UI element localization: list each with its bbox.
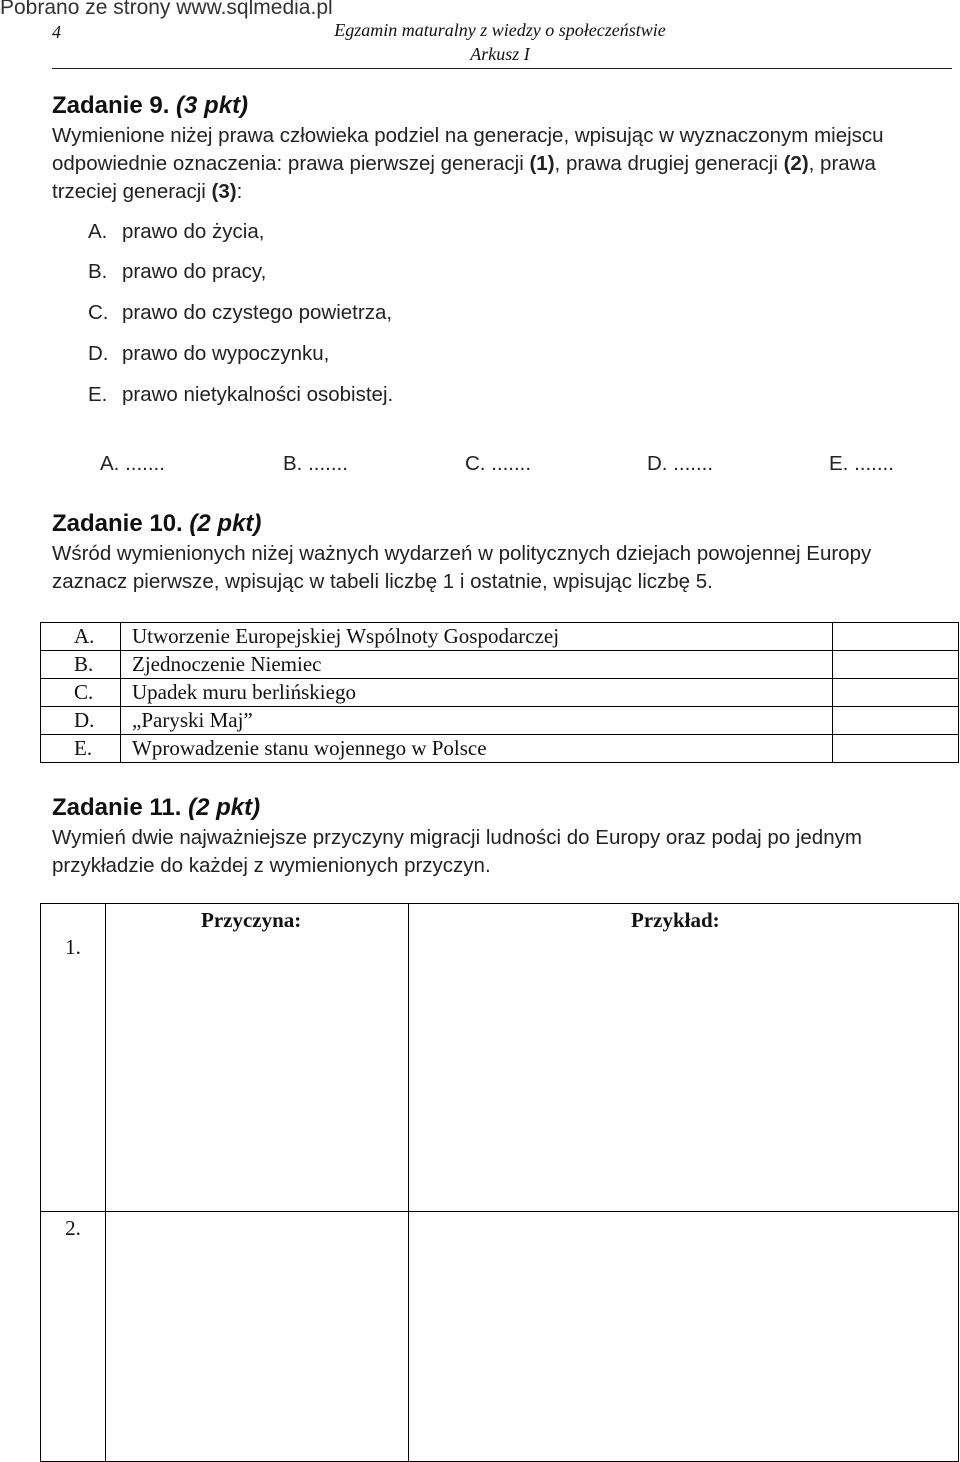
task9-item-b: B. prawo do pracy, xyxy=(88,260,267,283)
task10-row-letter: C. xyxy=(41,679,121,707)
task11-row-number: 2. xyxy=(41,1212,106,1462)
table-row xyxy=(41,679,959,707)
task9-item-d: D. prawo do wypoczynku, xyxy=(88,342,330,365)
task10-instruction-line1: Wśród wymienionych niżej ważnych wydarzeń w politycznych dziejach powojennej Europy xyxy=(52,542,872,565)
task9-item-e: E. prawo nietykalności osobistej. xyxy=(88,383,394,406)
task10-row-letter: D. xyxy=(41,707,121,735)
task10-instruction-line2: zaznacz pierwsze, wpisując w tabeli liczbę 1 i ostatnie, wpisując liczbę 5. xyxy=(52,570,713,593)
table-row xyxy=(41,707,959,735)
task10-row-event: Upadek muru berlińskiego xyxy=(121,679,833,707)
task9-item-c: C. prawo do czystego powietrza, xyxy=(88,301,393,324)
task10-row-letter: E. xyxy=(41,735,121,763)
task11-cause-cell[interactable] xyxy=(106,1212,409,1462)
task9-instruction-line1: Wymienione niżej prawa człowieka podziel na generacje, wpisując w wyznaczonym miejscu xyxy=(52,124,884,147)
header-title: Egzamin maturalny z wiedzy o społeczeństwie xyxy=(334,20,666,40)
task9-heading: Zadanie 9. (3 pkt) xyxy=(52,92,249,119)
page-number: 4 xyxy=(52,22,61,42)
task9-answer-c[interactable]: C. ....... xyxy=(465,452,532,475)
task11-heading: Zadanie 11. (2 pkt) xyxy=(52,794,261,821)
task11-table xyxy=(40,903,959,1462)
task9-answer-b[interactable]: B. ....... xyxy=(283,452,348,475)
header-subtitle: Arkusz I xyxy=(470,44,530,64)
task10-answer-cell[interactable] xyxy=(833,707,959,735)
task11-example-cell[interactable] xyxy=(409,904,959,1212)
table-row xyxy=(41,623,959,651)
table-row xyxy=(41,651,959,679)
task11-row-number: 1. xyxy=(41,904,106,1212)
table-row xyxy=(41,904,959,1212)
task9-answer-d[interactable]: D. ....... xyxy=(647,452,714,475)
task9-answer-e[interactable]: E. ....... xyxy=(829,452,894,475)
watermark: Pobrano ze strony www.sqlmedia.pl xyxy=(0,0,333,19)
task9-item-a: A. prawo do życia, xyxy=(88,220,265,243)
task10-table xyxy=(40,622,959,763)
task11-instruction-line2: przykładzie do każdej z wymienionych przyczyn. xyxy=(52,854,491,877)
task10-row-event: Zjednoczenie Niemiec xyxy=(121,651,833,679)
task10-heading: Zadanie 10. (2 pkt) xyxy=(52,510,262,537)
table-row xyxy=(41,1212,959,1462)
task11-instruction-line1: Wymień dwie najważniejsze przyczyny migracji ludności do Europy oraz podaj po jednym xyxy=(52,826,862,849)
task11-col-cause: Przyczyna: xyxy=(201,908,302,932)
header-divider xyxy=(52,68,952,69)
task9-instruction-line2: odpowiednie oznaczenia: prawa pierwszej generacji (1), prawa drugiej generacji (2), prawa xyxy=(52,152,876,175)
task11-cause-cell[interactable] xyxy=(106,904,409,1212)
task10-row-letter: B. xyxy=(41,651,121,679)
task10-answer-cell[interactable] xyxy=(833,651,959,679)
task10-answer-cell[interactable] xyxy=(833,679,959,707)
task10-answer-cell[interactable] xyxy=(833,735,959,763)
task10-row-letter: A. xyxy=(41,623,121,651)
task11-col-example: Przykład: xyxy=(631,908,720,932)
task10-row-event: Wprowadzenie stanu wojennego w Polsce xyxy=(121,735,833,763)
task11-example-cell[interactable] xyxy=(409,1212,959,1462)
task10-row-event: Utworzenie Europejskiej Wspólnoty Gospodarczej xyxy=(121,623,833,651)
task10-row-event: „Paryski Maj” xyxy=(121,707,833,735)
task9-instruction-line3: trzeciej generacji (3): xyxy=(52,180,243,203)
task10-answer-cell[interactable] xyxy=(833,623,959,651)
task9-answer-a[interactable]: A. ....... xyxy=(100,452,165,475)
table-row xyxy=(41,735,959,763)
